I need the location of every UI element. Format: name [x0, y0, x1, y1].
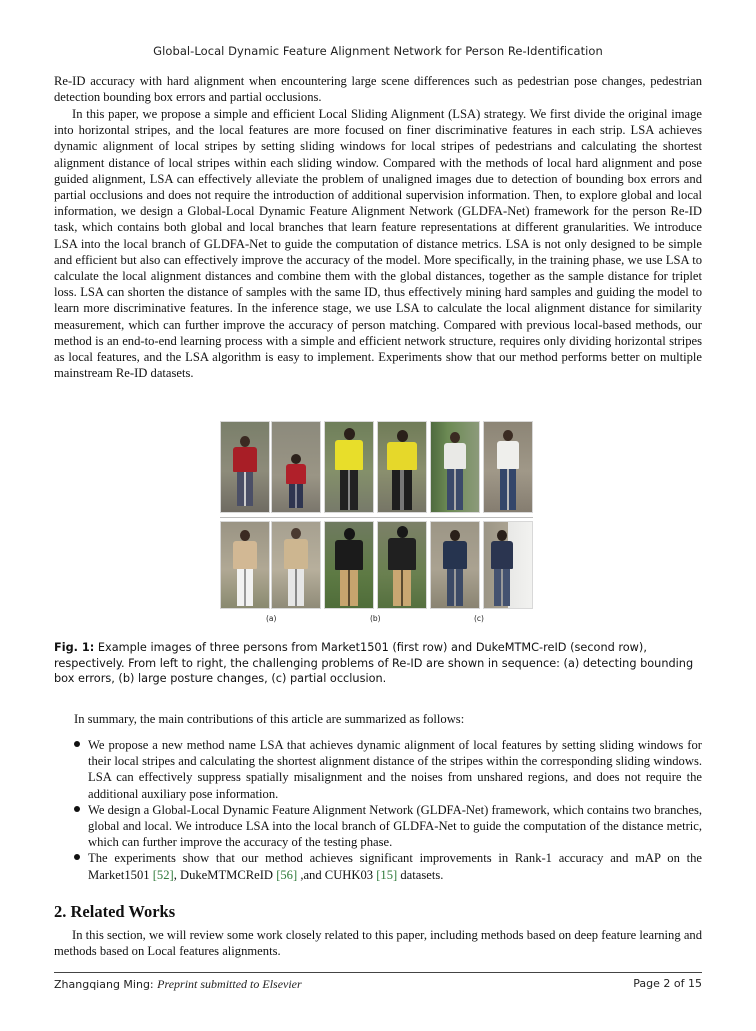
figure-photo [324, 521, 374, 609]
figure-photo [220, 421, 270, 513]
figure-caption-text: Example images of three persons from Market1501 (first row) and DukeMTMC-reID (second row), respectively. From left to right, the challenging problems of Re-ID are shown in sequence: (a) detecting bounding box errors, (b) large posture changes, (c) partial occlusion. [54, 641, 694, 686]
figure-photo [220, 521, 270, 609]
figure-photo [483, 421, 533, 513]
figure-caption-label: Fig. 1: [54, 641, 95, 654]
figure-caption [54, 640, 702, 687]
footer-author-name: Zhangqiang Ming: [54, 978, 154, 991]
figure-photo [430, 521, 480, 609]
figure-photo [377, 421, 427, 513]
bullet-icon [74, 854, 80, 860]
section-paragraph: In this section, we will review some work closely related to this paper, including methods based on deep feature learning and methods based on Local features alignments. [54, 928, 702, 959]
citation-link[interactable]: [15] [376, 867, 398, 882]
bullet-icon [74, 806, 80, 812]
contribution-text: ,and CUHK03 [297, 867, 377, 882]
contribution-text: We design a Global-Local Dynamic Feature Alignment Network (GLDFA-Net) framework, which contains two branches, global and local. We introduce LSA into the local branch of GLDFA-Net to guide the computation of the distance metric, which can further improve the accuracy of the testing phase. [88, 802, 702, 850]
citation-link[interactable]: [56] [276, 867, 298, 882]
footer-divider [54, 972, 702, 973]
list-item [54, 802, 702, 851]
section-title: 2. Related Works [54, 902, 176, 921]
figure-sublabel-c: (c) [474, 614, 484, 623]
contributions-intro: In summary, the main contributions of this article are summarized as follows: [74, 712, 465, 726]
contribution-text: , DukeMTMCReID [173, 867, 277, 882]
page-number: Page 2 of 15 [633, 977, 702, 990]
paragraph-continued: Re-ID accuracy with hard alignment when encountering large scene differences such as pedestrian pose changes, pedestrian detection bounding box errors and partial occlusions. [54, 74, 702, 105]
list-item [54, 850, 702, 882]
figure-1 [220, 421, 533, 631]
contribution-text: datasets. [397, 867, 444, 882]
citation-link[interactable]: [52] [152, 867, 174, 882]
figure-sublabel-b: (b) [370, 614, 381, 623]
figure-sublabel-a: (a) [266, 614, 277, 623]
contributions-list [54, 737, 702, 883]
figure-photo [271, 421, 321, 513]
figure-divider [220, 517, 533, 518]
bullet-icon [74, 741, 80, 747]
list-item [54, 737, 702, 802]
figure-photo [377, 521, 427, 609]
running-header: Global-Local Dynamic Feature Alignment Network for Person Re-Identification [153, 44, 603, 58]
figure-photo [271, 521, 321, 609]
figure-photo [324, 421, 374, 513]
paragraph-proposal: In this paper, we propose a simple and efficient Local Sliding Alignment (LSA) strategy. We first divide the original image into horizontal stripes, and the local features are more focused on finer discriminative features in each strip. LSA achieves dynamic alignment of local stripes by setting sliding windows for local stripes of pedestrians and calculating the shortest alignment distance of local stripes within each sliding window. Compared with the methods of local hard alignment and pose guided alignment, LSA can effectively alleviate the problem of unaligned images due to detection of bounding box errors and partial occlusions and does not require the introduction of additional supervision information. Then, to explore global and local information, we design a Global-Local Dynamic Feature Alignment Network (GLDFA-Net) framework for the person Re-ID task, which contains both global and local branches that learn feature representations at different granularities. We introduce LSA into the local branch of GLDFA-Net to guide the computation of distance metrics. LSA is not only designed to be simple and efficient but also can effectively improve the accuracy of the model. More specifically, in the training phase, we use LSA to calculate the local alignment distances and combine them with the global distances, together as the sample distance for triplet loss. LSA can shorten the distance of samples with the same ID, thus effectively mining hard samples and guiding the model to learn more discriminative features. In the inference stage, we use LSA to calculate the local alignment distance for similarity measurement, which can further improve the accuracy of person matching. Compared with previous local-based methods, our method is an end-to-end learning process with a simple and efficient network structure, requires only dividing horizontal stripes as local features, and the LSA algorithm is easy to implement. Experiments show that our method performs better on multiple mainstream Re-ID datasets. [54, 107, 702, 381]
figure-photo [430, 421, 480, 513]
footer-author [54, 977, 302, 992]
contribution-text: The experiments show that our method achieves significant improvements in Rank-1 accuracy and mAP on the Market1501 [88, 851, 702, 882]
contribution-text: We propose a new method name LSA that achieves dynamic alignment of local features by setting sliding windows for their local stripes and calculating the shortest alignment distance of the stripes within the corresponding sliding windows. LSA can effectively suppress spatially misalignment and the noises from unshared regions, and does not require the additional auxiliary pose information. [88, 738, 702, 801]
figure-photo [483, 521, 533, 609]
footer-venue: Preprint submitted to Elsevier [157, 977, 302, 991]
